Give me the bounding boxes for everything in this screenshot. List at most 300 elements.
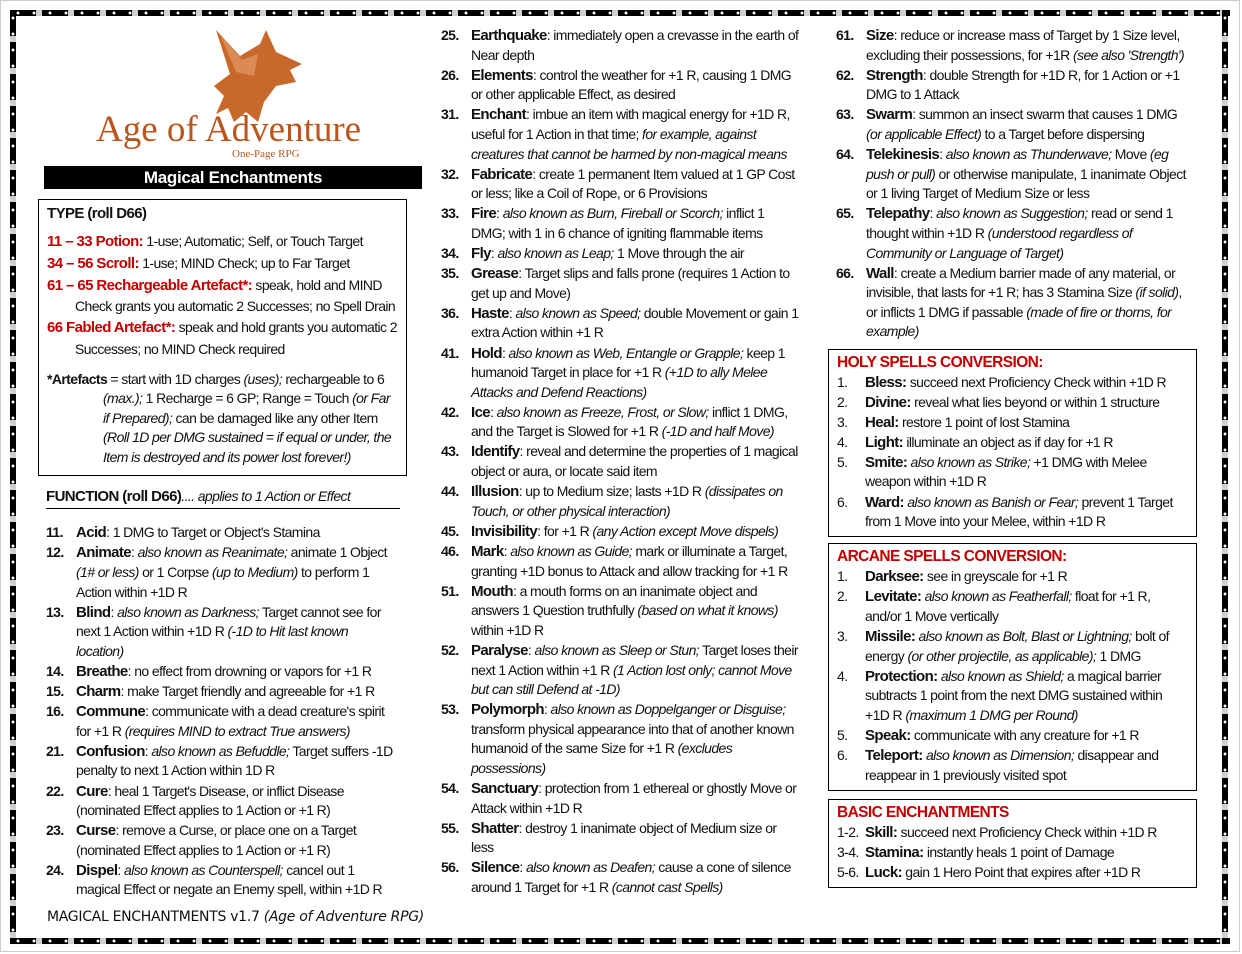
desc-italic: also known as Leap; bbox=[497, 245, 614, 262]
item-number: 32. bbox=[441, 165, 459, 182]
list-item bbox=[837, 493, 1188, 532]
desc-text: : immediately open a crevasse in the earth of Near depth bbox=[471, 27, 799, 63]
type-text: 1-use; Automatic; Self, or Touch Target bbox=[143, 233, 363, 249]
list-item bbox=[46, 543, 396, 602]
item-body bbox=[865, 567, 1067, 587]
type-text: speak, hold and MIND Check grants you automatic 2 Successes; no Spell Drain bbox=[75, 276, 396, 315]
item-number: 1. bbox=[837, 568, 848, 585]
item-number: 31. bbox=[441, 106, 459, 123]
desc-text: reveal what lies beyond or within 1 structure bbox=[910, 393, 1160, 410]
arcane-box bbox=[828, 543, 1197, 791]
item-body bbox=[471, 779, 799, 818]
item-body bbox=[76, 662, 371, 682]
desc-italic: (up to Medium) bbox=[211, 563, 298, 580]
list-item bbox=[837, 413, 1188, 433]
desc-text: +1 DMG with Melee weapon within +1D R bbox=[865, 453, 1147, 490]
middle-column bbox=[441, 26, 799, 898]
item-number: 11. bbox=[46, 524, 63, 541]
item-number: 45. bbox=[441, 522, 459, 539]
type-item bbox=[47, 317, 398, 360]
item-name: Ward: bbox=[865, 493, 904, 511]
item-body bbox=[76, 782, 396, 821]
item-number: 66. bbox=[836, 264, 854, 281]
list-item bbox=[441, 26, 799, 65]
desc-text: : destroy 1 inanimate object of Medium size or less bbox=[471, 819, 777, 856]
item-body bbox=[865, 373, 1166, 393]
desc-text: double Movement or gain 1 extra Action within +1 R bbox=[471, 304, 799, 341]
desc-text: to a Target before dispersing bbox=[981, 125, 1145, 142]
desc-italic: also known as Suggestion; bbox=[936, 205, 1088, 222]
item-name: Paralyse bbox=[471, 641, 528, 659]
list-item bbox=[441, 442, 799, 481]
desc-text: : reveal and determine the properties of 1 magical object or aura, or locate said item bbox=[471, 443, 798, 480]
list-item bbox=[441, 304, 799, 343]
item-name: Enchant bbox=[471, 106, 526, 124]
list-item bbox=[837, 746, 1188, 785]
desc-text: a magical barrier subtracts 1 point from the next DMG sustained within +1D R bbox=[865, 667, 1163, 723]
desc-italic: (dissipates on Touch, or other physical interaction) bbox=[471, 483, 783, 519]
item-name: Strength bbox=[866, 66, 923, 84]
desc-text: : for +1 R bbox=[537, 522, 593, 539]
desc-text: inflict 1 DMG; with 1 in 6 chance of igniting flammable items bbox=[471, 205, 765, 241]
list-item bbox=[836, 145, 1194, 204]
item-number: 56. bbox=[441, 859, 459, 876]
item-name: Elements bbox=[471, 66, 533, 84]
item-body bbox=[76, 702, 396, 741]
list-item bbox=[46, 682, 396, 702]
list-item bbox=[837, 627, 1188, 666]
desc-text: : bbox=[503, 542, 511, 559]
item-name: Dispel bbox=[76, 861, 118, 879]
desc-italic: also known as Web, Entangle or Grapple; bbox=[508, 344, 744, 361]
desc-text: can be damaged like any other Item bbox=[172, 409, 378, 426]
desc-italic: (Roll 1D per DMG sustained = if equal or under, the Item is destroyed and its power lost forever!) bbox=[103, 429, 392, 465]
desc-italic: also known as Dimension; bbox=[925, 747, 1075, 764]
desc-text: : imbue an item with magical energy for +1D R, useful for 1 Action in that time; bbox=[471, 106, 790, 142]
basic-box bbox=[828, 799, 1197, 888]
desc-italic: also known as Freeze, Frost, or Slow; bbox=[496, 403, 709, 420]
item-number: 3. bbox=[837, 628, 848, 645]
item-number: 34. bbox=[441, 245, 459, 262]
desc-text: : bbox=[508, 304, 516, 321]
item-name: Hold bbox=[471, 344, 502, 362]
desc-italic: (1 Action lost only; cannot Move but can still Defend at -1D) bbox=[471, 661, 792, 698]
item-body bbox=[471, 244, 744, 264]
item-number: 2. bbox=[837, 393, 848, 410]
function-list-col2 bbox=[441, 26, 799, 898]
item-body bbox=[865, 843, 1114, 863]
arcane-title: ARCANE SPELLS CONVERSION: bbox=[837, 548, 1067, 566]
item-number: 5-6. bbox=[837, 863, 859, 880]
desc-text: float for +1 R, and/or 1 Move vertically bbox=[865, 588, 1151, 624]
desc-text: or otherwise manipulate, 1 inanimate Object or 1 living Target of Medium Size or less bbox=[866, 165, 1186, 202]
type-item bbox=[47, 275, 398, 318]
list-item bbox=[836, 105, 1194, 144]
desc-text: communicate with any creature for +1 R bbox=[910, 727, 1139, 743]
item-body bbox=[865, 627, 1188, 666]
item-name: Blind bbox=[76, 603, 111, 621]
list-item bbox=[836, 26, 1194, 65]
holy-list bbox=[837, 373, 1188, 532]
desc-text: prevent 1 Target from 1 Move into your Melee, within +1D R bbox=[865, 493, 1173, 530]
desc-italic: (if solid) bbox=[1135, 284, 1179, 301]
list-item bbox=[836, 264, 1194, 342]
type-text: speak and hold grants you automatic 2 Successes; no MIND Check required bbox=[75, 319, 397, 357]
desc-italic: (eg push or pull) bbox=[866, 146, 1169, 182]
item-name: Shatter bbox=[471, 819, 519, 837]
item-number: 21. bbox=[46, 742, 64, 759]
list-item bbox=[46, 702, 396, 741]
desc-text: cancel out 1 magical Effect or negate an Enemy spell, within +1D R bbox=[76, 861, 383, 898]
list-item bbox=[441, 779, 799, 818]
item-number: 52. bbox=[441, 641, 459, 658]
type-box bbox=[38, 199, 407, 476]
item-name: Fire bbox=[471, 205, 497, 223]
list-item bbox=[441, 344, 799, 403]
item-number: 15. bbox=[46, 683, 64, 700]
item-name: Mark bbox=[471, 542, 504, 560]
item-body bbox=[471, 204, 799, 243]
item-name: Luck: bbox=[865, 863, 903, 881]
desc-text: : double Strength for +1D R, for 1 Action or +1 DMG to 1 Attack bbox=[866, 66, 1180, 103]
item-body bbox=[76, 861, 396, 900]
item-number: 22. bbox=[46, 782, 64, 799]
desc-italic: also known as Guide; bbox=[510, 542, 633, 559]
desc-text: Target suffers -1D penalty to next 1 Action within 1D R bbox=[76, 742, 393, 779]
item-number: 43. bbox=[441, 443, 459, 460]
item-name: Heal: bbox=[865, 413, 899, 431]
type-label: 66 Fabled Artefact*: bbox=[47, 319, 176, 337]
type-list bbox=[47, 231, 398, 360]
item-body bbox=[865, 493, 1188, 532]
item-name: Divine: bbox=[865, 393, 911, 411]
desc-text: to perform 1 Action within +1D R bbox=[76, 563, 370, 600]
desc-text: : a mouth forms on an inanimate object and answers 1 Question truthfully bbox=[471, 582, 758, 619]
item-body bbox=[471, 542, 799, 581]
item-name: Mouth bbox=[471, 582, 513, 600]
item-body bbox=[865, 433, 1113, 453]
desc-italic: also known as Burn, Fireball or Scorch; bbox=[502, 205, 723, 222]
type-heading: TYPE (roll D66) bbox=[47, 205, 147, 222]
desc-italic: (requires MIND to extract True answers) bbox=[124, 722, 350, 739]
item-body bbox=[76, 543, 396, 602]
item-number: 3. bbox=[837, 413, 848, 430]
desc-text: : create a Medium barrier made of any material, or invisible, that lasts for +1 R; has 3 Stamina Size bbox=[866, 264, 1176, 301]
function-list-col3 bbox=[836, 26, 1194, 343]
item-body bbox=[471, 442, 799, 481]
desc-italic: also known as Counterspell; bbox=[124, 861, 283, 878]
desc-text: instantly heals 1 point of Damage bbox=[923, 843, 1115, 860]
item-name: Haste bbox=[471, 304, 509, 322]
list-item bbox=[46, 861, 396, 900]
desc-text: : bbox=[117, 861, 125, 878]
desc-text: or 1 Corpse bbox=[138, 563, 212, 580]
item-name: Invisibility bbox=[471, 522, 538, 540]
list-item bbox=[837, 567, 1188, 587]
desc-text: : bbox=[490, 245, 498, 262]
item-body bbox=[471, 700, 799, 778]
item-number: 4. bbox=[837, 433, 848, 450]
list-item bbox=[837, 373, 1188, 393]
desc-text: disappear and reappear in 1 previously visited spot bbox=[865, 747, 1159, 783]
desc-text: : bbox=[144, 742, 152, 759]
desc-text: : bbox=[501, 344, 509, 361]
item-body bbox=[865, 823, 1157, 843]
list-item bbox=[836, 66, 1194, 105]
item-body bbox=[866, 204, 1194, 263]
item-number: 16. bbox=[46, 703, 64, 720]
desc-italic: also known as Featherfall; bbox=[924, 588, 1072, 605]
item-body bbox=[76, 821, 396, 860]
list-item bbox=[441, 204, 799, 243]
item-name: Light: bbox=[865, 433, 904, 451]
item-body bbox=[76, 742, 396, 781]
desc-text: : bbox=[130, 544, 138, 561]
type-label: 11 – 33 Potion: bbox=[47, 233, 144, 250]
item-body bbox=[865, 393, 1159, 413]
desc-italic: (maximum 1 DMG per Round) bbox=[905, 706, 1078, 723]
desc-text: : bbox=[519, 859, 526, 876]
desc-italic: also known as Strike; bbox=[910, 453, 1031, 470]
logo bbox=[40, 26, 424, 166]
item-body bbox=[471, 304, 799, 343]
item-body bbox=[865, 863, 1140, 883]
item-body bbox=[865, 413, 1069, 433]
list-item bbox=[441, 522, 799, 542]
item-name: Speak: bbox=[865, 727, 911, 744]
desc-text: cause a cone of silence around 1 Target for +1 R bbox=[471, 859, 791, 896]
list-item bbox=[837, 433, 1188, 453]
item-name: Size bbox=[866, 27, 894, 44]
desc-text: : 1 DMG to Target or Object's Stamina bbox=[106, 524, 320, 541]
item-name: Telekinesis bbox=[866, 146, 940, 164]
desc-italic: (or applicable Effect) bbox=[866, 125, 982, 142]
list-item bbox=[441, 264, 799, 303]
list-item bbox=[836, 204, 1194, 263]
item-number: 6. bbox=[837, 747, 848, 764]
list-item bbox=[441, 66, 799, 105]
list-item bbox=[837, 823, 1188, 843]
desc-text: illuminate an object as if day for +1 R bbox=[903, 433, 1113, 450]
item-number: 35. bbox=[441, 265, 459, 282]
item-number: 41. bbox=[441, 344, 459, 361]
desc-italic: (see also 'Strength') bbox=[1072, 46, 1185, 63]
item-number: 23. bbox=[46, 822, 64, 839]
type-item bbox=[47, 231, 398, 253]
item-name: Telepathy bbox=[866, 205, 930, 223]
holy-title: HOLY SPELLS CONVERSION: bbox=[837, 353, 1043, 371]
list-item bbox=[837, 587, 1188, 626]
item-name: Bless: bbox=[865, 373, 907, 391]
desc-text: 1 Recharge = 6 GP; Range = Touch bbox=[142, 390, 353, 407]
item-body bbox=[76, 603, 396, 662]
item-body bbox=[471, 641, 799, 700]
item-number: 46. bbox=[441, 542, 459, 559]
item-number: 63. bbox=[836, 106, 854, 123]
item-name: Breathe bbox=[76, 662, 128, 680]
item-number: 51. bbox=[441, 582, 459, 599]
item-body bbox=[471, 582, 799, 641]
item-number: 25. bbox=[441, 27, 459, 43]
item-name: Confusion bbox=[76, 742, 145, 760]
desc-text: Target loses their next 1 Action within +1 R bbox=[471, 641, 798, 678]
desc-text: mark or illuminate a Target, granting +1D bonus to Attack and allow tracking for +1 R bbox=[471, 542, 788, 579]
desc-text: : protection from 1 ethereal or ghostly Move or Attack within +1D R bbox=[471, 780, 797, 816]
list-item bbox=[837, 726, 1188, 746]
logo-subtitle: One-Page RPG bbox=[232, 148, 300, 160]
desc-italic: (cannot cast Spells) bbox=[611, 879, 723, 896]
item-number: 54. bbox=[441, 780, 459, 797]
item-number: 64. bbox=[836, 146, 854, 163]
item-body bbox=[471, 66, 799, 105]
item-name: Sanctuary bbox=[471, 780, 539, 798]
logo-title: Age of Adventure bbox=[96, 109, 362, 150]
desc-text: : bbox=[527, 641, 535, 658]
desc-italic: also known as Thunderwave; bbox=[945, 146, 1112, 163]
desc-text: : Target slips and falls prone (requires 1 Action to get up and Move) bbox=[471, 265, 790, 301]
item-number: 3-4. bbox=[837, 843, 859, 860]
desc-italic: also known as Bolt, Blast or Lightning; bbox=[918, 628, 1132, 645]
desc-italic: (any Action except Move dispels) bbox=[592, 522, 779, 539]
item-number: 44. bbox=[441, 483, 459, 500]
desc-text: see in greyscale for +1 R bbox=[923, 568, 1068, 585]
list-item bbox=[46, 523, 396, 543]
artefacts-note bbox=[47, 370, 398, 468]
item-name: Smite: bbox=[865, 453, 908, 471]
desc-italic: (understood regardless of Community or Language of Target) bbox=[866, 224, 1133, 261]
desc-italic: (max.); bbox=[103, 390, 143, 407]
item-number: 13. bbox=[46, 603, 64, 620]
item-body bbox=[471, 26, 799, 65]
desc-text: : bbox=[543, 701, 551, 718]
desc-text: : heal 1 Target's Disease, or inflict Disease (nominated Effect applies to 1 Action or +1 R) bbox=[76, 782, 344, 819]
item-name: Animate bbox=[76, 544, 131, 562]
item-body bbox=[865, 726, 1139, 746]
item-number: 55. bbox=[441, 819, 459, 836]
item-name: Curse bbox=[76, 822, 116, 840]
note-label: *Artefacts bbox=[47, 370, 108, 387]
desc-text: : communicate with a dead creature's spirit for +1 R bbox=[76, 703, 385, 739]
desc-italic: (excludes possessions) bbox=[471, 740, 733, 776]
item-name: Missile: bbox=[865, 628, 916, 646]
list-item bbox=[441, 105, 799, 164]
item-number: 4. bbox=[837, 667, 848, 684]
type-label: 61 – 65 Rechargeable Artefact*: bbox=[47, 276, 253, 294]
type-text: 1-use; MIND Check; up to Far Target bbox=[138, 254, 350, 271]
list-item bbox=[441, 819, 799, 858]
function-heading: FUNCTION (roll D66) bbox=[46, 488, 182, 506]
desc-italic: (-1D and half Move) bbox=[661, 423, 774, 440]
arcane-list bbox=[837, 567, 1188, 785]
item-number: 24. bbox=[46, 861, 64, 878]
desc-text: animate 1 Object bbox=[287, 544, 387, 561]
item-name: Polymorph bbox=[471, 701, 544, 719]
list-item bbox=[46, 603, 396, 662]
item-number: 1. bbox=[837, 373, 848, 390]
desc-text: 1 DMG bbox=[1096, 647, 1141, 664]
list-item bbox=[837, 453, 1188, 492]
item-name: Skill: bbox=[865, 823, 898, 841]
item-body bbox=[471, 522, 778, 542]
desc-text: : bbox=[110, 603, 118, 620]
item-number: 5. bbox=[837, 727, 848, 743]
desc-text: transform physical appearance into that of another known humanoid of the same Size for +1 R bbox=[471, 720, 794, 757]
item-body bbox=[865, 746, 1188, 785]
item-name: Illusion bbox=[471, 483, 519, 501]
desc-italic: also known as Befuddle; bbox=[151, 742, 290, 759]
desc-italic: (1# or less) bbox=[76, 563, 139, 580]
desc-text: : remove a Curse, or place one on a Target (nominated Effect applies to 1 Action or +1 R) bbox=[76, 822, 357, 858]
desc-text: read or send 1 thought within +1D R bbox=[866, 205, 1173, 241]
item-body bbox=[866, 105, 1194, 144]
desc-text: : control the weather for +1 R, causing 1 DMG or other applicable Effect, as desired bbox=[471, 66, 792, 103]
desc-italic: (or other projectile, as applicable); bbox=[907, 647, 1097, 664]
desc-italic: also known as Doppelganger or Disguise; bbox=[550, 701, 786, 718]
item-body bbox=[471, 165, 799, 204]
item-name: Identify bbox=[471, 443, 520, 461]
right-column bbox=[828, 26, 1197, 888]
type-item bbox=[47, 253, 398, 275]
item-number: 62. bbox=[836, 66, 854, 83]
border-right bbox=[1222, 10, 1228, 944]
desc-text: succeed next Proficiency Check within +1D R bbox=[906, 373, 1166, 390]
desc-italic: also known as Shield; bbox=[940, 667, 1064, 684]
item-body bbox=[471, 105, 799, 164]
item-body bbox=[471, 819, 799, 858]
item-name: Wall bbox=[866, 264, 894, 282]
item-name: Acid bbox=[76, 524, 107, 542]
desc-italic: (-1D to Hit last known location) bbox=[76, 623, 349, 659]
desc-italic: also known as Deafen; bbox=[525, 859, 655, 876]
item-body bbox=[865, 587, 1188, 626]
item-name: Teleport: bbox=[865, 747, 923, 765]
footer-italic: (Age of Adventure RPG) bbox=[263, 908, 424, 925]
desc-italic: (based on what it knows) bbox=[637, 602, 778, 619]
item-number: 2. bbox=[837, 588, 848, 605]
desc-text: = start with 1D charges bbox=[107, 370, 244, 387]
desc-italic: also known as Sleep or Stun; bbox=[534, 641, 700, 658]
item-name: Commune bbox=[76, 703, 146, 721]
list-item bbox=[837, 393, 1188, 413]
desc-text: bolt of energy bbox=[865, 628, 1169, 664]
desc-text: : bbox=[496, 205, 503, 222]
item-number: 61. bbox=[836, 27, 854, 43]
item-name: Fabricate bbox=[471, 165, 533, 183]
desc-text: : up to Medium size; lasts +1D R bbox=[518, 483, 705, 500]
list-item bbox=[46, 782, 396, 821]
desc-text: inflict 1 DMG, and the Target is Slowed for +1 R bbox=[471, 403, 788, 440]
desc-text: : create 1 permanent Item valued at 1 GP Cost or less; like a Coil of Rope, or 6 Provisions bbox=[471, 165, 795, 202]
border-top bbox=[10, 10, 1230, 16]
left-column bbox=[40, 26, 424, 925]
footer bbox=[47, 909, 424, 925]
item-body bbox=[866, 264, 1194, 342]
desc-italic: (uses); bbox=[243, 370, 283, 387]
item-name: Stamina: bbox=[865, 843, 924, 861]
item-number: 12. bbox=[46, 544, 64, 561]
list-item bbox=[441, 582, 799, 641]
item-name: Levitate: bbox=[865, 588, 922, 606]
item-number: 5. bbox=[837, 453, 848, 470]
list-item bbox=[441, 403, 799, 442]
desc-text: , or inflicts 1 DMG if passable bbox=[866, 284, 1182, 320]
desc-text: gain 1 Hero Point that expires after +1D R bbox=[902, 863, 1141, 880]
list-item bbox=[837, 843, 1188, 863]
desc-text: 1 Move through the air bbox=[613, 245, 744, 262]
item-body bbox=[866, 145, 1194, 204]
border-left bbox=[10, 10, 16, 944]
item-name: Protection: bbox=[865, 667, 938, 685]
